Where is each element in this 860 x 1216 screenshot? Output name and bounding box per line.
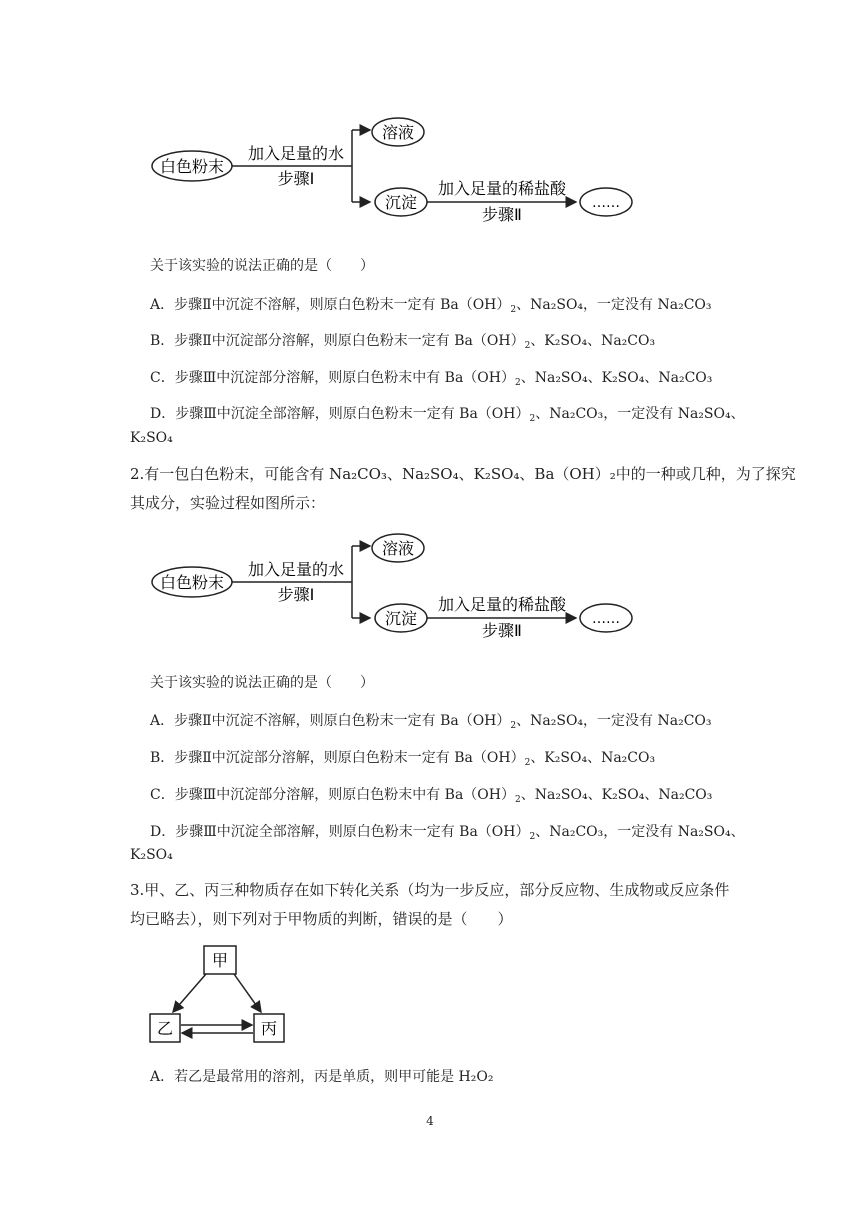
- q1-option-d-tail: 、Na₂CO₃，一定没有 Na₂SO₄、: [535, 406, 745, 422]
- q2-option-a-prefix: A．步骤Ⅱ中沉淀不溶解，则原白色粉末一定有 Ba（OH）: [150, 713, 511, 729]
- q3-question-line1: 3.甲、乙、丙三种物质存在如下转化关系（均为一步反应，部分反应物、生成物或反应条件: [130, 881, 730, 899]
- node-solution-label: 溶液: [381, 123, 415, 142]
- q2-option-b[interactable]: [150, 748, 655, 768]
- step1-label: 步骤Ⅰ: [277, 169, 315, 188]
- flow-diagram-2: [140, 528, 660, 638]
- subscript-2: 2: [510, 721, 517, 731]
- q1-option-d[interactable]: [150, 404, 745, 424]
- step2-label: 步骤Ⅱ: [482, 621, 522, 638]
- step2-reagent: 加入足量的稀盐酸: [437, 179, 567, 198]
- q2-option-d-tail: 、Na₂CO₃，一定没有 Na₂SO₄、: [535, 824, 745, 840]
- q1-option-a-tail: 、Na₂SO₄，一定没有 Na₂CO₃: [516, 297, 712, 313]
- page-number: 4: [426, 1114, 434, 1128]
- q1-stem: 关于该实验的说法正确的是（ ）: [150, 258, 374, 274]
- q1-option-b-tail: 、K₂SO₄、Na₂CO₃: [530, 333, 656, 349]
- subscript-2: 2: [510, 305, 517, 315]
- subscript-2: 2: [514, 378, 521, 388]
- q2-option-b-prefix: B．步骤Ⅱ中沉淀部分溶解，则原白色粉末一定有 Ba（OH）: [150, 750, 525, 766]
- q1-option-d-continued: K₂SO₄: [130, 430, 173, 446]
- q1-option-a-prefix: A．步骤Ⅱ中沉淀不溶解，则原白色粉末一定有 Ba（OH）: [150, 297, 511, 313]
- flow-diagram-1: [140, 112, 660, 222]
- q2-option-d-continued: K₂SO₄: [130, 847, 173, 863]
- node-result-label: ……: [592, 195, 620, 211]
- q1-option-d-prefix: D．步骤Ⅲ中沉淀全部溶解，则原白色粉末一定有 Ba（OH）: [150, 406, 530, 422]
- q2-option-d[interactable]: [150, 822, 745, 842]
- node-white-powder-label: 白色粉末: [159, 573, 225, 592]
- q3-option-a[interactable]: A．若乙是最常用的溶剂，丙是单质，则甲可能是 H₂O₂: [150, 1069, 494, 1085]
- q2-option-c[interactable]: [150, 785, 712, 805]
- q2-option-c-prefix: C．步骤Ⅲ中沉淀部分溶解，则原白色粉末中有 Ba（OH）: [150, 787, 515, 803]
- q1-option-b[interactable]: [150, 331, 655, 351]
- subscript-2: 2: [529, 414, 536, 424]
- box-jia-label: 甲: [211, 951, 229, 970]
- q2-question-line1: 2.有一包白色粉末，可能含有 Na₂CO₃、Na₂SO₄、K₂SO₄、Ba（OH）₂中的一种或几种，为了探究: [130, 465, 796, 483]
- step2-reagent: 加入足量的稀盐酸: [437, 595, 567, 614]
- q2-option-b-tail: 、K₂SO₄、Na₂CO₃: [530, 750, 656, 766]
- arrow-jia-to-bing: [234, 974, 261, 1012]
- q3-question-line2: 均已略去），则下列对于甲物质的判断，错误的是（ ）: [130, 910, 513, 928]
- step1-label: 步骤Ⅰ: [277, 585, 315, 604]
- node-white-powder-label: 白色粉末: [159, 157, 225, 176]
- q2-option-d-prefix: D．步骤Ⅲ中沉淀全部溶解，则原白色粉末一定有 Ba（OH）: [150, 824, 530, 840]
- q2-stem: 关于该实验的说法正确的是（ ）: [150, 675, 374, 691]
- q2-question-line2: 其成分，实验过程如图所示：: [130, 494, 326, 512]
- subscript-2: 2: [514, 795, 521, 805]
- q1-option-c[interactable]: [150, 368, 712, 388]
- q2-option-a[interactable]: [150, 711, 712, 731]
- node-precipitate-label: 沉淀: [384, 193, 418, 212]
- node-precipitate-label: 沉淀: [384, 609, 418, 628]
- conversion-diagram: [140, 940, 290, 1050]
- q1-option-c-prefix: C．步骤Ⅲ中沉淀部分溶解，则原白色粉末中有 Ba（OH）: [150, 370, 515, 386]
- step1-reagent: 加入足量的水: [247, 144, 345, 163]
- q2-option-c-tail: 、Na₂SO₄、K₂SO₄、Na₂CO₃: [520, 787, 713, 803]
- step1-reagent: 加入足量的水: [247, 560, 345, 579]
- q1-option-a[interactable]: [150, 295, 712, 315]
- subscript-2: 2: [524, 341, 531, 351]
- node-solution-label: 溶液: [381, 539, 415, 558]
- arrow-jia-to-yi: [173, 974, 206, 1012]
- step2-label: 步骤Ⅱ: [482, 205, 522, 222]
- node-result-label: ……: [592, 611, 620, 627]
- q2-option-a-tail: 、Na₂SO₄，一定没有 Na₂CO₃: [516, 713, 712, 729]
- box-yi-label: 乙: [156, 1019, 174, 1038]
- q1-option-b-prefix: B．步骤Ⅱ中沉淀部分溶解，则原白色粉末一定有 Ba（OH）: [150, 333, 525, 349]
- subscript-2: 2: [529, 832, 536, 842]
- box-bing-label: 丙: [260, 1019, 278, 1038]
- q1-option-c-tail: 、Na₂SO₄、K₂SO₄、Na₂CO₃: [520, 370, 713, 386]
- subscript-2: 2: [524, 758, 531, 768]
